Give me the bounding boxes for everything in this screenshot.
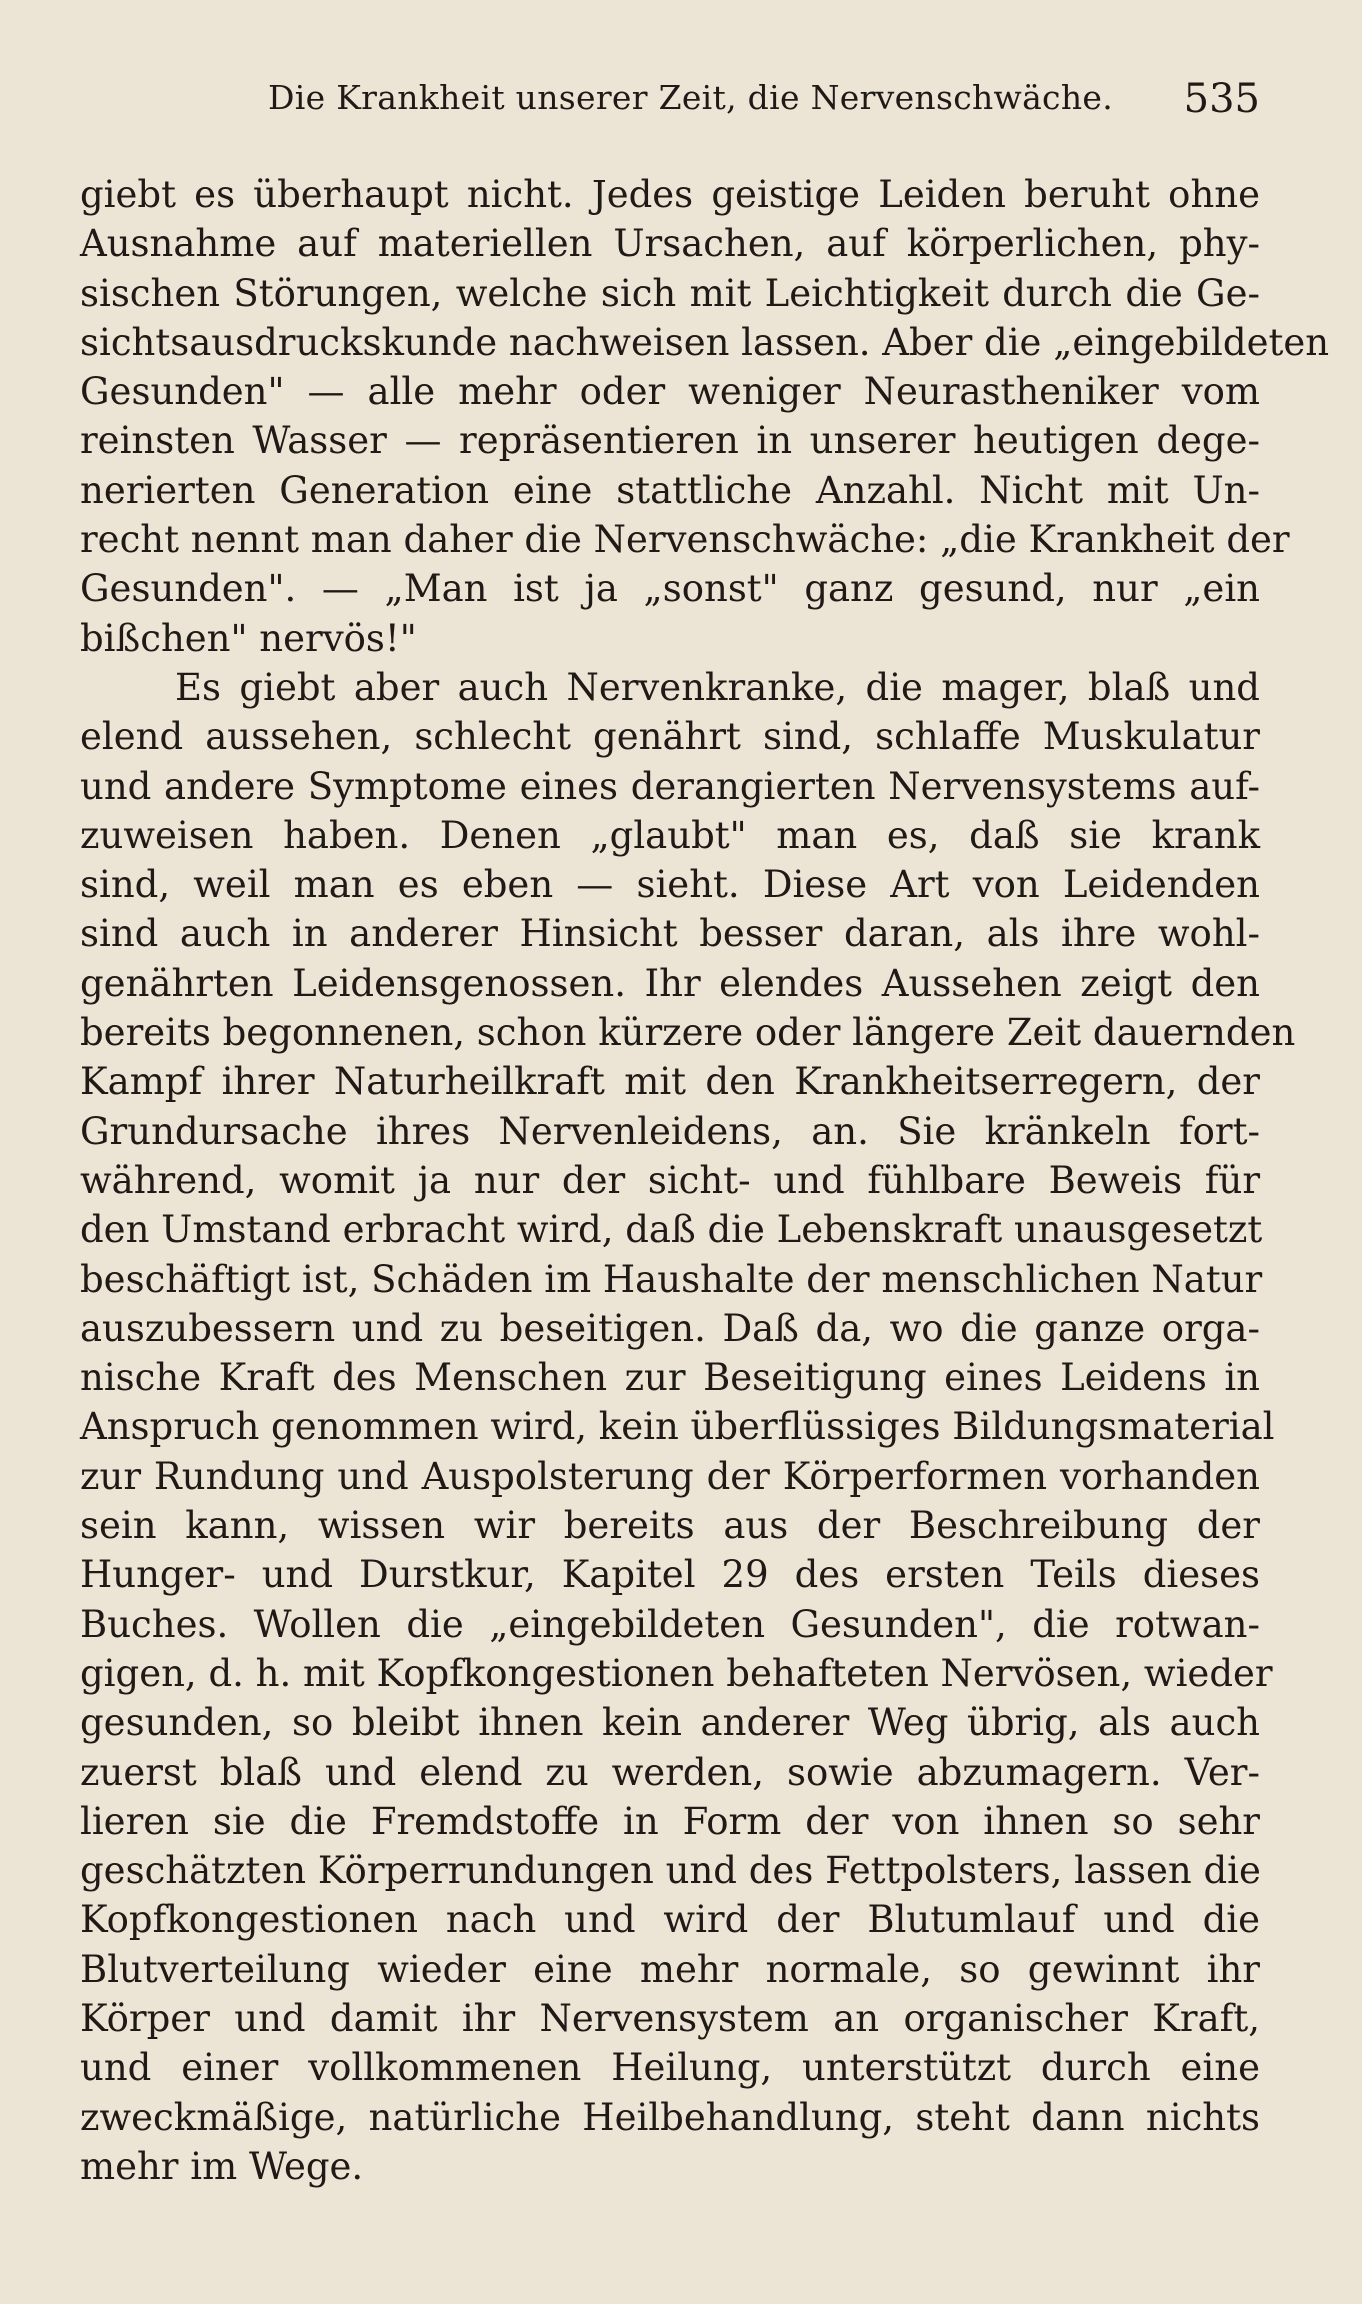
text-line: Grundursache ihres Nervenleidens, an. Sie kränkeln fort-: [80, 1109, 1260, 1153]
text-line: geschätzten Körperrundungen und des Fettpolsters, lassen die: [80, 1849, 1261, 1893]
text-line: Gesunden". — „Man ist ja „sonst" ganz gesund, nur „ein: [80, 567, 1260, 611]
text-line: während, womit ja nur der sicht- und fühlbare Beweis für: [80, 1158, 1260, 1202]
text-line: Hunger- und Durstkur, Kapitel 29 des ersten Teils dieses: [80, 1553, 1260, 1597]
text-line: Körper und damit ihr Nervensystem an organischer Kraft,: [80, 1996, 1260, 2040]
text-line: Blutverteilung wieder eine mehr normale, so gewinnt ihr: [80, 1947, 1260, 1991]
text-line: recht nennt man daher die Nervenschwäche: „die Krankheit der: [80, 518, 1290, 562]
body-text: [80, 170, 1330, 2191]
text-line: elend aussehen, schlecht genährt sind, schlaffe Muskulatur: [80, 715, 1260, 759]
page-header: [268, 78, 1268, 140]
text-line: und einer vollkommenen Heilung, unterstützt durch eine: [80, 2046, 1260, 2090]
text-line: zur Rundung und Auspolsterung der Körperformen vorhanden: [80, 1454, 1260, 1498]
text-line: Buches. Wollen die „eingebildeten Gesunden", die rotwan-: [80, 1602, 1260, 1646]
running-title: Die Krankheit unserer Zeit, die Nervenschwäche.: [268, 78, 1114, 117]
text-line: nerierten Generation eine stattliche Anzahl. Nicht mit Un-: [80, 468, 1260, 512]
text-line: Ausnahme auf materiellen Ursachen, auf körperlichen, phy-: [80, 222, 1260, 266]
text-line: reinsten Wasser — repräsentieren in unserer heutigen dege-: [80, 419, 1260, 463]
text-line: Gesunden" — alle mehr oder weniger Neurastheniker vom: [80, 370, 1260, 414]
text-line: genährten Leidensgenossen. Ihr elendes Aussehen zeigt den: [80, 961, 1260, 1005]
text-line: und andere Symptome eines derangierten Nervensystems auf-: [80, 764, 1260, 808]
text-line: zweckmäßige, natürliche Heilbehandlung, steht dann nichts: [80, 2095, 1260, 2139]
text-line: gigen, d. h. mit Kopfkongestionen behafteten Nervösen, wieder: [80, 1651, 1273, 1695]
text-line: mehr im Wege.: [80, 2144, 364, 2188]
text-line: Kopfkongestionen nach und wird der Blutumlauf und die: [80, 1898, 1260, 1942]
text-line: zuerst blaß und elend zu werden, sowie abzumagern. Ver-: [80, 1750, 1260, 1794]
text-line: sind auch in anderer Hinsicht besser daran, als ihre wohl-: [80, 912, 1260, 956]
text-line: nische Kraft des Menschen zur Beseitigung eines Leidens in: [80, 1356, 1260, 1400]
text-line: bereits begonnenen, schon kürzere oder längere Zeit dauernden: [80, 1011, 1296, 1055]
text-line: auszubessern und zu beseitigen. Daß da, wo die ganze orga-: [80, 1306, 1260, 1350]
page-number: 535: [1183, 76, 1260, 122]
text-line: giebt es überhaupt nicht. Jedes geistige Leiden beruht ohne: [80, 173, 1260, 216]
text-line: zuweisen haben. Denen „glaubt" man es, daß sie krank: [80, 813, 1260, 857]
text-line: sischen Störungen, welche sich mit Leichtigkeit durch die Ge-: [80, 271, 1260, 315]
text-line: den Umstand erbracht wird, daß die Lebenskraft unausgesetzt: [80, 1208, 1263, 1252]
text-line: Kampf ihrer Naturheilkraft mit den Krankheitserregern, der: [80, 1060, 1260, 1104]
text-line: gesunden, so bleibt ihnen kein anderer Weg übrig, als auch: [80, 1701, 1260, 1745]
text-line: bißchen" nervös!": [80, 616, 417, 660]
text-line: beschäftigt ist, Schäden im Haushalte der menschlichen Natur: [80, 1257, 1263, 1301]
text-line: sein kann, wissen wir bereits aus der Beschreibung der: [80, 1504, 1260, 1548]
text-line: lieren sie die Fremdstoffe in Form der von ihnen so sehr: [80, 1799, 1260, 1843]
text-line: Es giebt aber auch Nervenkranke, die mager, blaß und: [175, 665, 1260, 709]
text-line: sichtsausdruckskunde nachweisen lassen. Aber die „eingebildeten: [80, 320, 1330, 364]
text-line: sind, weil man es eben — sieht. Diese Art von Leidenden: [80, 863, 1260, 907]
text-line: Anspruch genommen wird, kein überflüssiges Bildungsmaterial: [80, 1405, 1275, 1449]
